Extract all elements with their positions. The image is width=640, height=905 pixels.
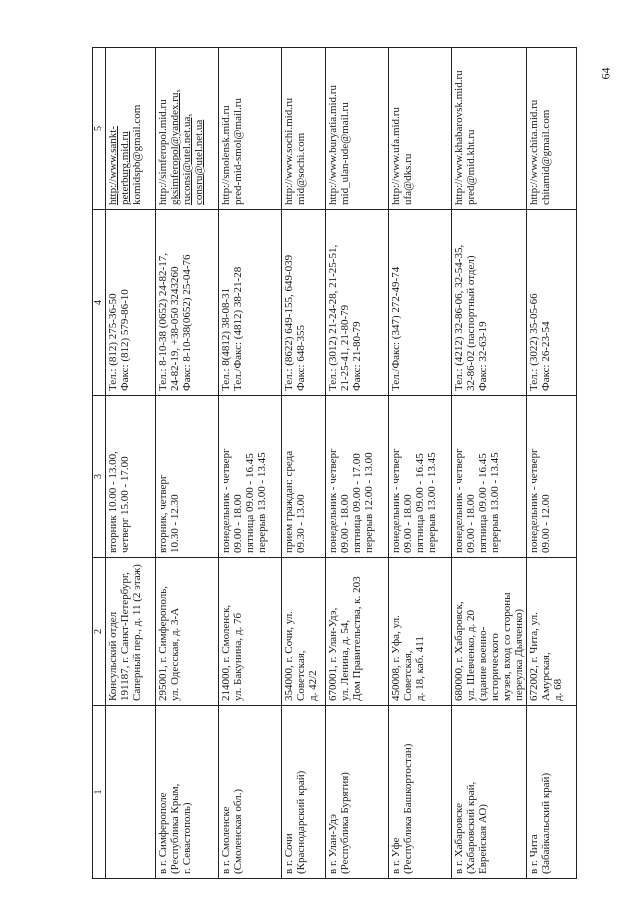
city-cell: в г. Уфе (Республика Башкортостан) [389, 706, 452, 879]
table-row [219, 48, 282, 879]
email-link[interactable]: mid@sochi.com [295, 132, 307, 205]
address-cell: 295001, г. Симферополь, ул. Одесская, д. 3-А [156, 558, 219, 706]
email-link[interactable]: chitamid@gmail.com [540, 109, 552, 205]
table-row [527, 48, 577, 879]
web-cell [156, 48, 219, 210]
hours-cell: понедельник - четверг 09.00 - 18.00 пятница 09.00 - 16.45 перерыв 13.00 - 13.45 [452, 396, 527, 558]
hours-cell: понедельник - четверг 09.00 - 12.00 [527, 396, 577, 558]
city-cell: в г. Чита (Забайкальский край) [527, 706, 577, 879]
phones-cell: Тел./Факс: (347) 272-49-74 [389, 210, 452, 396]
phones-cell: Тел.: 8(4812) 38-08-31 Тел./Факс: (4812) 38-21-28 [219, 210, 282, 396]
website-link[interactable]: http://www.ufa.mid.ru [390, 107, 402, 205]
web-cell [326, 48, 389, 210]
address-cell: 670001, г. Улан-Удэ, ул. Ленина, д. 54, Дом Правительства, к. 203 [326, 558, 389, 706]
city-cell [106, 706, 156, 879]
website-link[interactable]: http://smolensk.mid.ru [220, 105, 232, 205]
table-row [106, 48, 156, 879]
email-link[interactable]: ufa@dks.ru [402, 153, 414, 205]
email-link[interactable]: pred@mid.kht.ru [465, 129, 477, 205]
address-cell: 354000, г. Сочи, ул. Советская, д. 42/2 [282, 558, 326, 706]
city-cell: в г. Симферополе (Республика Крым, г. Севастополь) [156, 706, 219, 879]
header-col-1: 1 [93, 706, 106, 879]
email-link[interactable]: consru@utel.net.ua [193, 119, 205, 205]
website-link[interactable]: http://simferopol.mid.ru [157, 99, 169, 205]
email-link[interactable]: mid_ulan-ude@mail.ru [339, 102, 351, 205]
website-link[interactable]: http://www.khabarovsk.mid.ru [453, 70, 465, 205]
phones-cell: Тел.: (3022) 35-05-66 Факс: 26-23-54 [527, 210, 577, 396]
hours-cell: прием граждан: среда 09.30 - 13.00 [282, 396, 326, 558]
website-link[interactable]: http://www.sochi.mid.ru [283, 97, 295, 205]
header-col-2: 2 [93, 558, 106, 706]
hours-cell: понедельник - четверг 09.00 - 18.00 пятница 09.00 - 17.00 перерыв 12.00 - 13.00 [326, 396, 389, 558]
rotated-table-container [92, 48, 564, 879]
page-number: 64 [598, 67, 613, 80]
web-cell [389, 48, 452, 210]
website-link[interactable]: http://www.sankt- peterburg.mid.ru [107, 125, 131, 205]
city-cell: в г. Сочи (Краснодарский край) [282, 706, 326, 879]
hours-cell: понедельник - четверг 09.00 - 18.00 пятница 09.00 - 16.45 перерыв 13.00 - 13.45 [219, 396, 282, 558]
web-cell [527, 48, 577, 210]
table-row [389, 48, 452, 879]
email-link[interactable]: pred-mid-smol@mail.ru [232, 98, 244, 205]
table-row [156, 48, 219, 879]
city-cell: в г. Улан-Удэ (Республика Бурятия) [326, 706, 389, 879]
email-link[interactable]: ruconsi@utel.net.ua, [181, 113, 193, 205]
header-col-4: 4 [93, 210, 106, 396]
website-link[interactable]: http://www.buryatia.mid.ru [327, 85, 339, 205]
phones-cell: Тел.: (812) 275-36-50 Факс: (812) 579-86-10 [106, 210, 156, 396]
phones-cell: Тел.: 8-10-38 (0652) 24-82-17, 24-82-19, +38-050 3243260 Факс: 8-10-38(0652) 25-04-76 [156, 210, 219, 396]
email-link[interactable]: gksimferopol@yandex.ru, [169, 89, 181, 205]
website-link[interactable]: http://www.chita.mid.ru [528, 99, 540, 205]
phones-cell: Тел.: (4212) 32-86-06, 32-54-35, 32-86-02 (паспортный отдел) Факс: 32-63-19 [452, 210, 527, 396]
web-cell [452, 48, 527, 210]
web-cell [106, 48, 156, 210]
header-col-5: 5 [93, 48, 106, 210]
table-row [282, 48, 326, 879]
web-cell [219, 48, 282, 210]
hours-cell: вторник 10.00 - 13.00, четверг 15.00 - 17.00 [106, 396, 156, 558]
hours-cell: вторник, четверг 10.30 - 12.30 [156, 396, 219, 558]
table-row [326, 48, 389, 879]
address-cell: 672002, г. Чита, ул. Амурская, д. 68 [527, 558, 577, 706]
phones-cell: Тел.: (3012) 21-24-28, 21-25-51, 21-25-41, 21-80-79 Факс: 21-80-79 [326, 210, 389, 396]
representations-table [92, 47, 577, 879]
table-row [452, 48, 527, 879]
city-cell: в г. Хабаровске (Хабаровский край, Еврейская АО) [452, 706, 527, 879]
hours-cell: понедельник - четверг 09.00 - 18.00 пятница 09.00 - 16.45 перерыв 13.00 - 13.45 [389, 396, 452, 558]
header-col-3: 3 [93, 396, 106, 558]
address-cell: Консульский отдел 191187, г. Санкт-Петербург, Саперный пер., д. 11 (2 этаж) [106, 558, 156, 706]
address-cell: 450008, г. Уфа, ул. Советская, д. 18, каб. 411 [389, 558, 452, 706]
header-row [93, 48, 106, 879]
phones-cell: Тел.: (8622) 649-155, 649-039 Факс: 648-355 [282, 210, 326, 396]
address-cell: 214000, г. Смоленск, ул. Бакунина, д. 7б [219, 558, 282, 706]
web-cell [282, 48, 326, 210]
email-link[interactable]: komidspb@gmail.com [131, 104, 143, 205]
address-cell: 680000, г. Хабаровск, ул. Шевченко, д. 20 (здание военно-исторического музея, вход со стороны переулка Дьяченко) [452, 558, 527, 706]
city-cell: в г. Смоленске (Смоленская обл.) [219, 706, 282, 879]
